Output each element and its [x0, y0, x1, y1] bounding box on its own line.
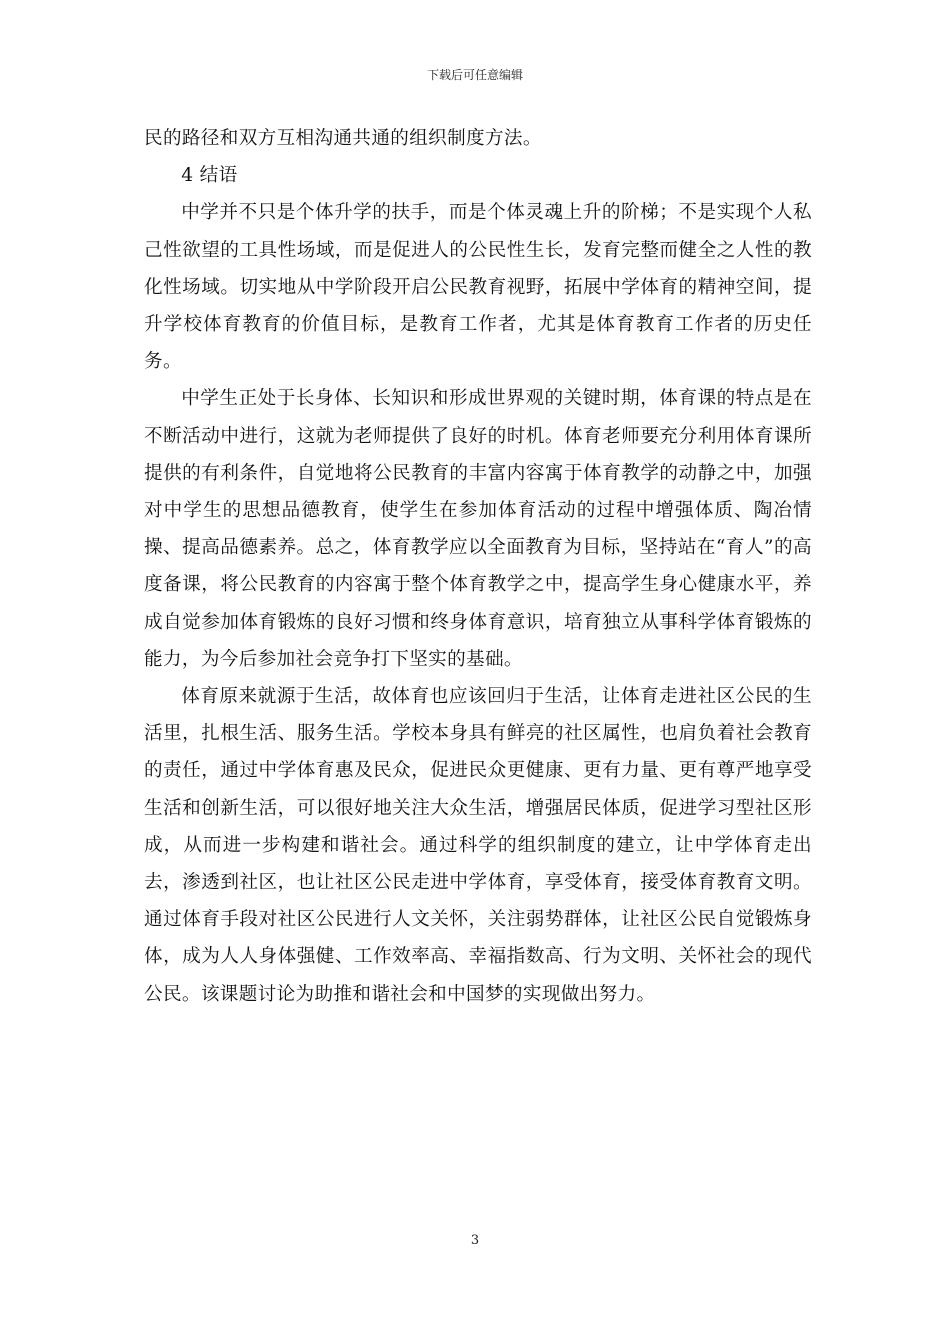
page-number: 3 [470, 1233, 480, 1248]
body-paragraph: 中学并不只是个体升学的扶手，而是个体灵魂上升的阶梯；不是实现个人私己性欲望的工具性场域，而是促进人的公民性生长，发育完整而健全之人性的教化性场域。切实地从中学阶段开启公民教育视野，拓展中学体育的精神空间，提升学校体育教育的价值目标，是教育工作者，尤其是体育教育工作者的历史任务。 [144, 202, 812, 373]
document-body [144, 120, 812, 1013]
section-heading: 4 结语 [181, 165, 238, 187]
body-paragraph: 中学生正处于长身体、长知识和形成世界观的关键时期，体育课的特点是在不断活动中进行，这就为老师提供了良好的时机。体育老师要充分利用体育课所提供的有利条件，自觉地将公民教育的丰富内容寓于体育教学的动静之中，加强对中学生的思想品德教育，使学生在参加体育活动的过程中增强体质、陶冶情操、提高品德素养。总之，体育教学应以全面教育为目标，坚持站在“育人”的高度备课，将公民教育的内容寓于整个体育教学之中，提高学生身心健康水平，养成自觉参加体育锻炼的良好习惯和终身体育意识，培育独立从事科学体育锻炼的能力，为今后参加社会竞争打下坚实的基础。 [144, 388, 812, 670]
body-paragraph: 体育原来就源于生活，故体育也应该回归于生活，让体育走进社区公民的生活里，扎根生活、服务生活。学校本身具有鲜亮的社区属性，也肩负着社会教育的责任，通过中学体育惠及民众，促进民众更健康、更有力量、更有尊严地享受生活和创新生活，可以很好地关注大众生活，增强居民体质，促进学习型社区形成，从而进一步构建和谐社会。通过科学的组织制度的建立，让中学体育走出去，渗透到社区，也让社区公民走进中学体育，享受体育，接受体育教育文明。通过体育手段对社区公民进行人文关怀，关注弱势群体，让社区公民自觉锻炼身体，成为人人身体强健、工作效率高、幸福指数高、行为文明、关怀社会的现代公民。该课题讨论为助推和谐社会和中国梦的实现做出努力。 [144, 686, 812, 1005]
page-header: 下载后可任意编辑 [426, 68, 523, 82]
continuation-paragraph: 民的路径和双方互相沟通共通的组织制度方法。 [144, 128, 542, 149]
